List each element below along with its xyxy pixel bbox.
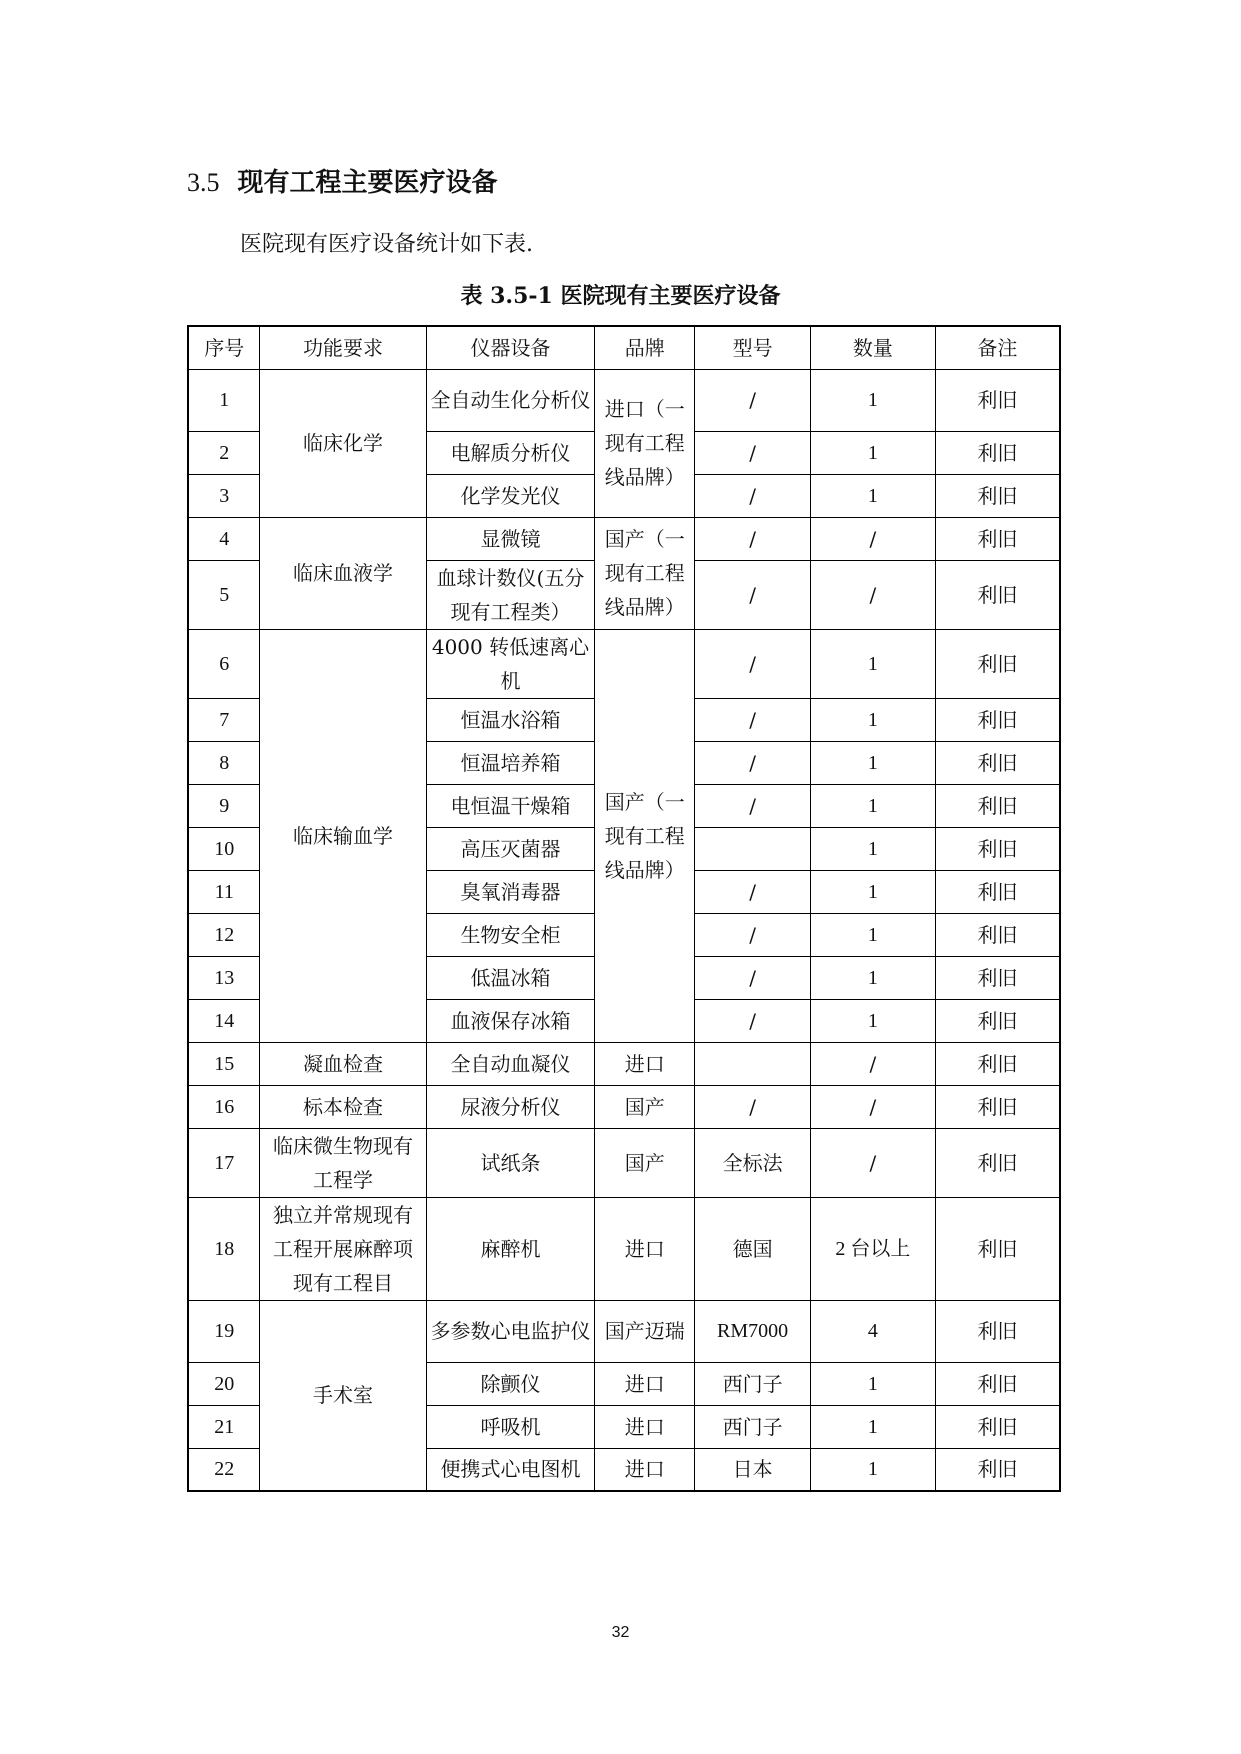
function-cell: 临床化学 [260,369,426,517]
device-cell: 化学发光仪 [426,474,595,517]
quantity-cell: / [810,1128,935,1197]
row-number: 22 [188,1448,260,1491]
model-cell: / [695,1085,811,1128]
header-cell: 品牌 [595,326,695,369]
row-number: 15 [188,1042,260,1085]
quantity-cell: 1 [810,431,935,474]
section-number: 3.5 [187,168,220,197]
quantity-cell: / [810,1085,935,1128]
table-row [188,1197,1060,1300]
note-cell: 利旧 [935,1362,1060,1405]
model-cell: / [695,956,811,999]
model-cell: 德国 [695,1197,811,1300]
device-cell: 电解质分析仪 [426,431,595,474]
note-cell: 利旧 [935,1085,1060,1128]
function-cell: 凝血检查 [260,1042,426,1085]
brand-cell: 进口 [595,1197,695,1300]
model-cell: 西门子 [695,1405,811,1448]
note-cell: 利旧 [935,474,1060,517]
quantity-cell: 1 [810,999,935,1042]
row-number: 9 [188,784,260,827]
row-number: 6 [188,629,260,698]
table-row [188,1085,1060,1128]
quantity-cell: / [810,517,935,560]
table-row [188,1128,1060,1197]
brand-cell: 进口 [595,1042,695,1085]
row-number: 20 [188,1362,260,1405]
quantity-cell: 1 [810,741,935,784]
note-cell: 利旧 [935,1042,1060,1085]
table-row [188,1042,1060,1085]
note-cell: 利旧 [935,517,1060,560]
note-cell: 利旧 [935,913,1060,956]
table-row [188,629,1060,698]
note-cell: 利旧 [935,560,1060,629]
quantity-cell: 1 [810,870,935,913]
quantity-cell: 1 [810,1405,935,1448]
quantity-cell: 1 [810,369,935,431]
table-caption: 表 3.5-1 医院现有主要医疗设备 [460,283,781,309]
model-cell [695,1042,811,1085]
note-cell: 利旧 [935,999,1060,1042]
row-number: 7 [188,698,260,741]
note-cell: 利旧 [935,1128,1060,1197]
device-cell: 恒温水浴箱 [426,698,595,741]
row-number: 14 [188,999,260,1042]
function-cell: 临床微生物现有工程学 [260,1128,426,1197]
header-cell: 仪器设备 [426,326,595,369]
note-cell: 利旧 [935,784,1060,827]
note-cell: 利旧 [935,870,1060,913]
model-cell: / [695,431,811,474]
table-row [188,517,1060,560]
model-cell: 全标法 [695,1128,811,1197]
device-cell: 除颤仪 [426,1362,595,1405]
note-cell: 利旧 [935,431,1060,474]
quantity-cell: 1 [810,913,935,956]
brand-cell: 国产 [595,1128,695,1197]
brand-cell: 进口 [595,1448,695,1491]
table-header-row [188,326,1060,369]
model-cell: / [695,698,811,741]
note-cell: 利旧 [935,827,1060,870]
brand-cell: 进口 [595,1362,695,1405]
model-cell: / [695,517,811,560]
row-number: 21 [188,1405,260,1448]
row-number: 5 [188,560,260,629]
section-title: 现有工程主要医疗设备 [237,168,498,198]
model-cell: 西门子 [695,1362,811,1405]
header-cell: 型号 [695,326,811,369]
header-cell: 序号 [188,326,260,369]
model-cell: RM7000 [695,1300,811,1362]
brand-cell: 国产 [595,1085,695,1128]
model-cell: / [695,560,811,629]
device-cell: 试纸条 [426,1128,595,1197]
row-number: 10 [188,827,260,870]
device-cell: 电恒温干燥箱 [426,784,595,827]
quantity-cell: 1 [810,698,935,741]
device-cell: 全自动血凝仪 [426,1042,595,1085]
brand-cell: 国产迈瑞 [595,1300,695,1362]
quantity-cell: 1 [810,956,935,999]
row-number: 2 [188,431,260,474]
model-cell: 日本 [695,1448,811,1491]
table-row [188,1300,1060,1362]
device-cell: 全自动生化分析仪 [426,369,595,431]
quantity-cell: / [810,1042,935,1085]
model-cell: / [695,474,811,517]
header-cell: 功能要求 [260,326,426,369]
device-cell: 血球计数仪(五分现有工程类） [426,560,595,629]
row-number: 19 [188,1300,260,1362]
quantity-cell: 1 [810,784,935,827]
brand-cell: 进口 [595,1405,695,1448]
note-cell: 利旧 [935,1197,1060,1300]
header-cell: 备注 [935,326,1060,369]
brand-cell: 国产（一现有工程线品牌） [595,517,695,629]
note-cell: 利旧 [935,629,1060,698]
model-cell: / [695,999,811,1042]
row-number: 17 [188,1128,260,1197]
row-number: 1 [188,369,260,431]
model-cell: / [695,369,811,431]
device-cell: 4000 转低速离心机 [426,629,595,698]
row-number: 18 [188,1197,260,1300]
section-heading [187,166,498,200]
device-cell: 恒温培养箱 [426,741,595,784]
model-cell: / [695,870,811,913]
row-number: 12 [188,913,260,956]
device-cell: 便携式心电图机 [426,1448,595,1491]
function-cell: 临床血液学 [260,517,426,629]
model-cell [695,827,811,870]
note-cell: 利旧 [935,1405,1060,1448]
row-number: 13 [188,956,260,999]
model-cell: / [695,784,811,827]
row-number: 11 [188,870,260,913]
note-cell: 利旧 [935,741,1060,784]
device-cell: 尿液分析仪 [426,1085,595,1128]
quantity-cell: 1 [810,629,935,698]
note-cell: 利旧 [935,1448,1060,1491]
device-cell: 麻醉机 [426,1197,595,1300]
device-cell: 臭氧消毒器 [426,870,595,913]
function-cell: 临床输血学 [260,629,426,1042]
note-cell: 利旧 [935,956,1060,999]
note-cell: 利旧 [935,1300,1060,1362]
quantity-cell: 1 [810,1362,935,1405]
device-cell: 呼吸机 [426,1405,595,1448]
intro-paragraph: 医院现有医疗设备统计如下表. [240,232,533,257]
brand-cell: 国产（一现有工程线品牌） [595,629,695,1042]
row-number: 8 [188,741,260,784]
row-number: 16 [188,1085,260,1128]
function-cell: 独立并常规现有工程开展麻醉项现有工程目 [260,1197,426,1300]
model-cell: / [695,913,811,956]
model-cell: / [695,741,811,784]
quantity-cell: 1 [810,1448,935,1491]
quantity-cell: 4 [810,1300,935,1362]
table-row [188,369,1060,431]
function-cell: 手术室 [260,1300,426,1491]
device-cell: 多参数心电监护仪 [426,1300,595,1362]
brand-cell: 进口（一现有工程线品牌） [595,369,695,517]
quantity-cell: 1 [810,474,935,517]
quantity-cell: / [810,560,935,629]
row-number: 4 [188,517,260,560]
device-cell: 显微镜 [426,517,595,560]
device-cell: 生物安全柜 [426,913,595,956]
equipment-table [187,325,1061,1492]
note-cell: 利旧 [935,698,1060,741]
page-number: 32 [611,1624,630,1641]
header-cell: 数量 [810,326,935,369]
quantity-cell: 2 台以上 [810,1197,935,1300]
row-number: 3 [188,474,260,517]
quantity-cell: 1 [810,827,935,870]
model-cell: / [695,629,811,698]
note-cell: 利旧 [935,369,1060,431]
device-cell: 低温冰箱 [426,956,595,999]
device-cell: 高压灭菌器 [426,827,595,870]
device-cell: 血液保存冰箱 [426,999,595,1042]
function-cell: 标本检查 [260,1085,426,1128]
